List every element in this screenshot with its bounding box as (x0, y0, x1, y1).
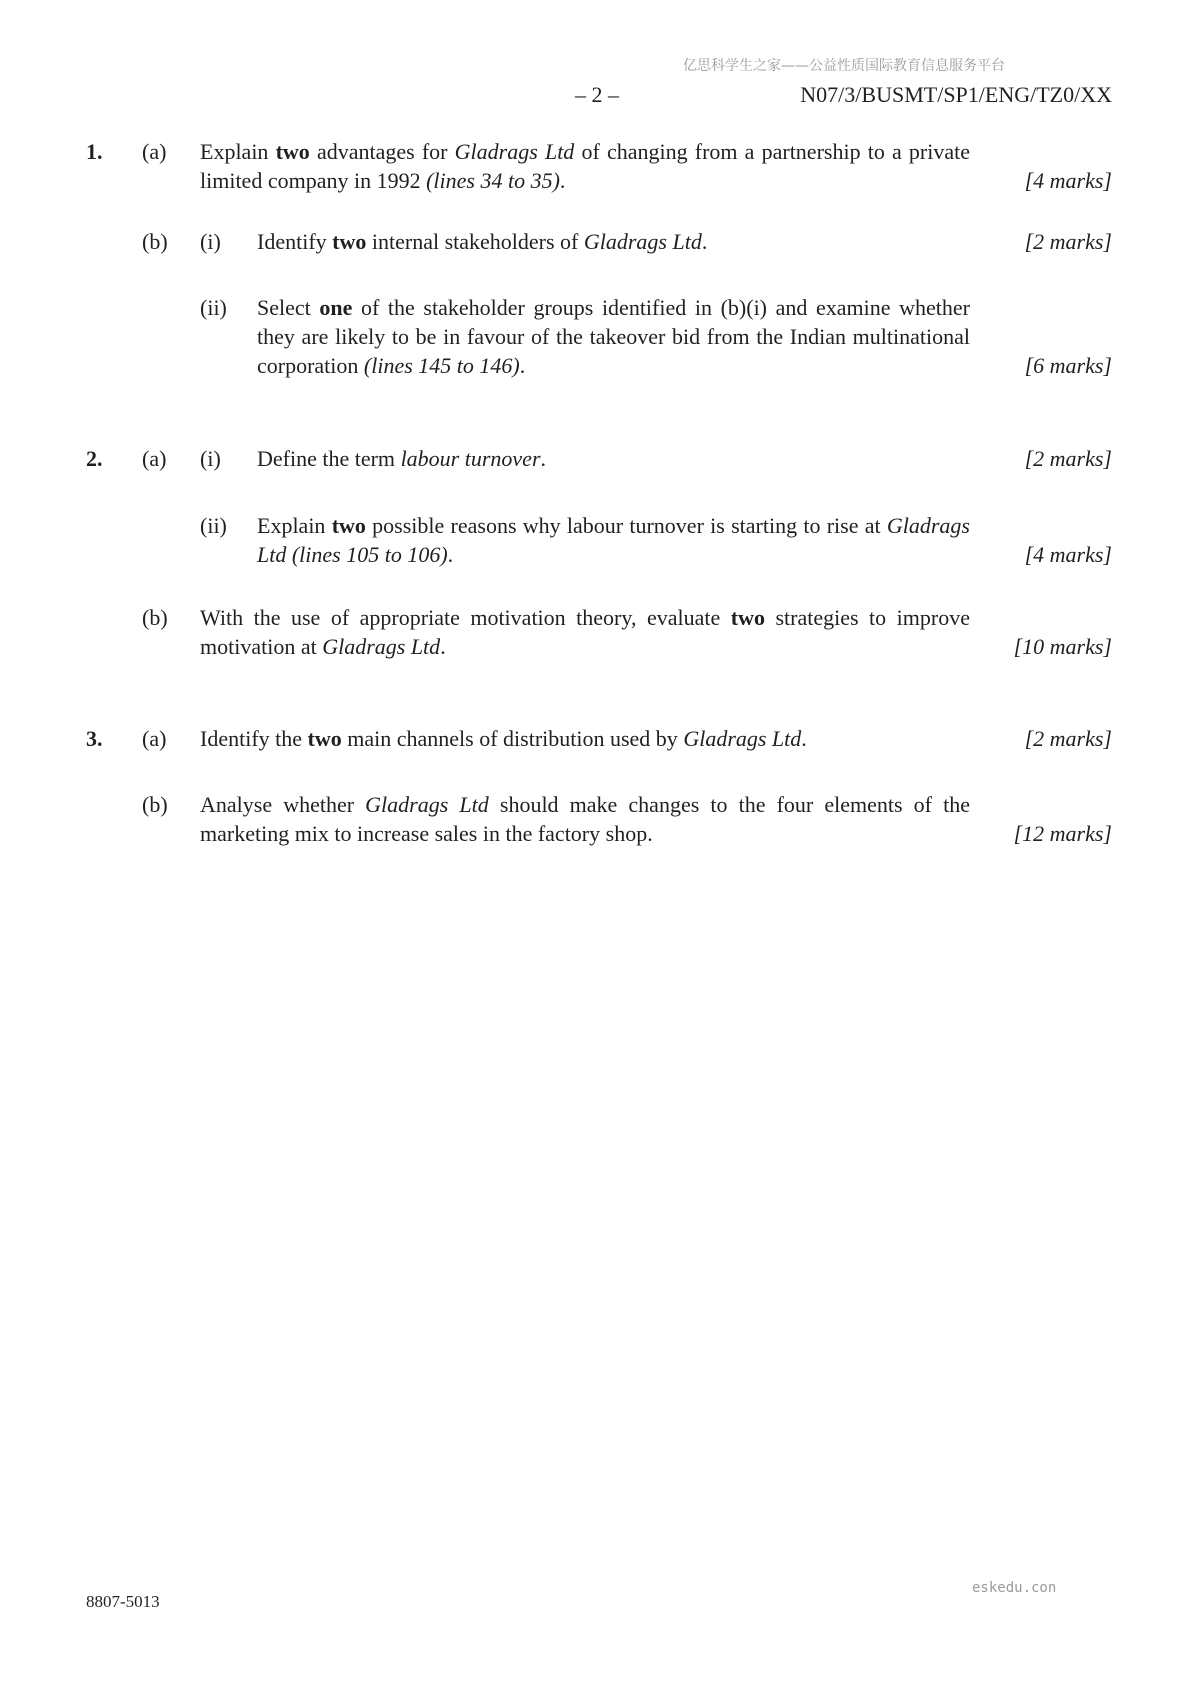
part-label: (b) (142, 605, 168, 630)
marks-label: [4 marks] (1024, 542, 1112, 567)
marks-label: [4 marks] (1024, 168, 1112, 193)
subpart-label: (i) (200, 446, 221, 471)
marks-label: [2 marks] (1024, 726, 1112, 751)
question-text: Explain two possible reasons why labour turnover is starting to rise at Gladrags Ltd (lines 105 to 106). (257, 513, 970, 567)
question-text: Identify the two main channels of distribution used by Gladrags Ltd. (200, 726, 807, 751)
subpart-label: (i) (200, 229, 221, 254)
question-number: 1. (86, 139, 103, 164)
marks-label: [2 marks] (1024, 446, 1112, 471)
part-label: (b) (142, 229, 168, 254)
question-text: Analyse whether Gladrags Ltd should make changes to the four elements of the marketing mix to increase sales in the factory shop. (200, 792, 970, 846)
marks-label: [6 marks] (1024, 353, 1112, 378)
footer-watermark: eskedu.con (972, 1580, 1057, 1596)
question-text: Define the term labour turnover. (257, 446, 547, 471)
part-label: (a) (142, 139, 167, 164)
subpart-label: (ii) (200, 513, 227, 538)
marks-label: [10 marks] (1013, 634, 1112, 659)
marks-label: [12 marks] (1013, 821, 1112, 846)
part-label: (a) (142, 726, 167, 751)
page-number: – 2 – (575, 82, 619, 107)
question-text: Explain two advantages for Gladrags Ltd of changing from a partnership to a private limited company in 1992 (lines 34 to 35). (200, 139, 970, 193)
part-label: (a) (142, 446, 167, 471)
question-number: 2. (86, 446, 103, 471)
question-text: Identify two internal stakeholders of Gladrags Ltd. (257, 229, 708, 254)
question-text: With the use of appropriate motivation theory, evaluate two strategies to improve motivation at Gladrags Ltd. (200, 605, 970, 659)
subpart-label: (ii) (200, 295, 227, 320)
marks-label: [2 marks] (1024, 229, 1112, 254)
paper-code: N07/3/BUSMT/SP1/ENG/TZ0/XX (800, 82, 1112, 107)
part-label: (b) (142, 792, 168, 817)
question-text: Select one of the stakeholder groups identified in (b)(i) and examine whether they are likely to be in favour of the takeover bid from the Indian multinational corporation (lines 145 to 146). (257, 295, 970, 378)
footer-code: 8807-5013 (86, 1592, 160, 1611)
header-watermark: 亿思科学生之家——公益性质国际教育信息服务平台 (683, 58, 1005, 74)
question-number: 3. (86, 726, 103, 751)
